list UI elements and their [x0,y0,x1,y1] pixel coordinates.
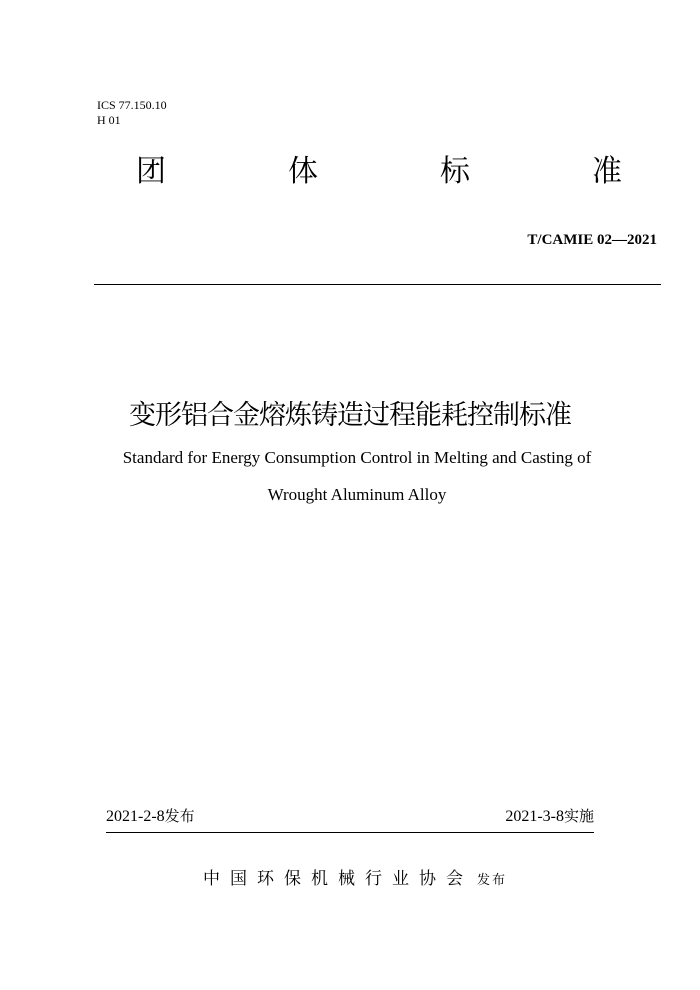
title-chinese: 变形铝合金熔炼铸造过程能耗控制标准 [129,400,571,431]
publisher-suffix: 发布 [477,873,508,888]
implementation-date-value: 2021-3-8 [505,808,564,825]
ics-code: ICS 77.150.10 [97,98,167,112]
standard-type-heading [0,152,700,192]
issue-date [106,805,195,826]
standard-type-char: 团 [136,154,166,189]
standard-code: T/CAMIE 02—2021 [527,232,657,248]
standard-type-char: 准 [592,154,622,189]
implementation-date-label: 实施 [563,807,594,825]
title-english-line2: Wrought Aluminum Alloy [267,485,447,504]
bottom-divider [106,832,594,833]
ccs-code: H 01 [97,113,121,127]
implementation-date [505,805,594,826]
top-divider [94,284,661,285]
classification-block [97,98,167,128]
issue-date-label: 发布 [164,807,195,825]
standard-type-char: 体 [288,154,318,189]
issue-date-value: 2021-2-8 [106,808,165,825]
publisher-org: 中国环保机械行业协会 [203,869,473,889]
title-english-line1: Standard for Energy Consumption Control in Melting and Casting of [122,448,592,467]
standard-type-char: 标 [440,154,470,189]
publisher-line [203,864,507,889]
